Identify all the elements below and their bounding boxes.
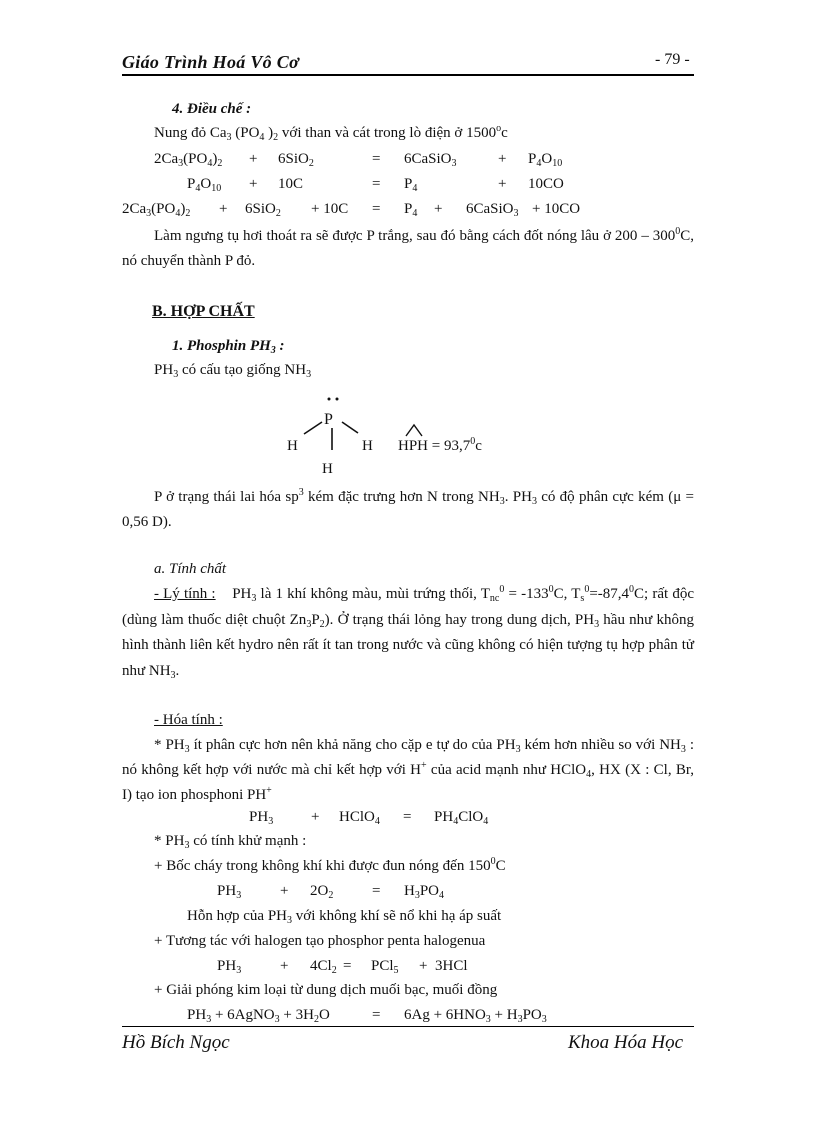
equation-4-eq: =	[403, 809, 412, 825]
physical-properties-paragraph: - Lý tính : $PH_3$ là 1 khí không màu, mùi trứng thối, $T_{nc}^0 = -133^0C$, $T_s^0=-87,4^0C$; rất độc (dùng làm thuốc diệt chuột $Zn_3P_2$). Ở trạng thái lỏng hay trong dung dịch, $PH_3$ hầu như không hình thành liên kết hydro nên rất ít tan trong nước và cũng không có hiện tượng tụ hợp phân tử như $NH_3$.	[122, 584, 695, 681]
equation-1-eq: =	[372, 151, 381, 167]
equation-7-product: $6Ag + 6HNO_3 + H_3PO_3$	[404, 1007, 547, 1025]
phosphin-heading: 1. Phosphin $PH_3$ :	[172, 338, 285, 356]
struct-atom-p: P	[324, 411, 333, 428]
equation-5-plus: +	[280, 883, 289, 899]
silver-line: + Giải phóng kim loại từ dung dịch muối bạc, muối đồng	[154, 982, 498, 998]
hybridization-paragraph: P ở trạng thái lai hóa $sp^3$ kém đặc trưng hơn N trong $NH_3$. $PH_3$ có độ phân cực kém (μ = 0,56 D).	[122, 487, 694, 530]
lone-pair-dot	[336, 398, 339, 401]
equation-3-plus: +	[219, 201, 228, 217]
equation-1-reagent: 6SiO$_2$	[278, 151, 314, 169]
page-number: - 79 -	[655, 51, 690, 68]
halogen-line: + Tương tác với halogen tạo phosphor penta halogenua	[154, 933, 486, 949]
equation-3-product: $P_4$	[404, 201, 418, 219]
equation-3-reagent: 6SiO$_2$	[245, 201, 281, 219]
equation-3-reagent2: + 10C	[311, 201, 349, 217]
properties-heading: a. Tính chất	[154, 561, 227, 577]
prep-condense-paragraph: Làm ngưng tụ hơi thoát ra sẽ được P trắng, sau đó bằng cách đốt nóng lâu ở $200 - 300^0C$, nó chuyển thành P đỏ.	[122, 226, 694, 269]
header-rule	[122, 74, 694, 76]
equation-1-product2: $P_4O_{10}$	[528, 151, 563, 169]
equation-5-eq: =	[372, 883, 381, 899]
equation-5-left: $PH_3$	[217, 883, 242, 901]
equation-2-plus2: +	[498, 176, 507, 192]
struct-atom-h-bottom: H	[322, 461, 333, 477]
chemical-properties-paragraph: * $PH_3$ ít phân cực hơn nên khả năng cho cặp e tự do của $PH_3$ kém hơn nhiều so với $NH_3$ : nó không kết hợp với nước mà chỉ kết hợp với H+ của acid mạnh như HClO$_4$, HX (X : Cl, Br, I) tạo ion phosphoni PH+	[122, 737, 695, 803]
bond-angle: HPH = $93,7^0c$	[398, 436, 482, 454]
equation-6-product2: 3HCl	[435, 958, 468, 974]
bond-left	[304, 422, 322, 434]
equation-1-product: 6CaSiO$_3$	[404, 151, 457, 169]
explode-line: Hỗn hợp của $PH_3$ với không khí sẽ nổ khi hạ áp suất	[187, 908, 502, 926]
footer-department: Khoa Hóa Học	[568, 1032, 684, 1053]
equation-3-eq: =	[372, 201, 381, 217]
reducing-heading: * $PH_3$ có tính khử mạnh :	[154, 833, 307, 851]
equation-3-plus2: +	[434, 201, 443, 217]
equation-2-reagent: 10C	[278, 176, 304, 192]
equation-6-plus: +	[280, 958, 289, 974]
equation-3-product2: 6CaSiO$_3$	[466, 201, 519, 219]
prep-intro: Nung đỏ $Ca_3$ ($PO_4$ )$_2$ với than và cát trong lò điện ở 1500$^o$c	[154, 123, 508, 143]
header-title: Giáo Trình Hoá Vô Cơ	[122, 52, 300, 72]
bond-right	[342, 422, 358, 433]
equation-1-plus2: +	[498, 151, 507, 167]
equation-6-reagent: $4Cl_2$	[310, 958, 337, 976]
equation-5-reagent: $2O_2$	[310, 883, 334, 901]
equation-3-left: $2Ca_3(PO_4)_2$	[122, 201, 191, 219]
struct-atom-h-left: H	[287, 438, 298, 454]
equation-2-eq: =	[372, 176, 381, 192]
equation-1-left: $2Ca_3(PO_4)_2$	[154, 151, 223, 169]
equation-3-product3: + 10CO	[532, 201, 581, 217]
struct-atom-h-right: H	[362, 438, 373, 454]
ph3-structure-diagram	[280, 388, 400, 483]
footer-rule	[122, 1026, 694, 1027]
burn-line: + Bốc cháy trong không khí khi được đun nóng đến $150^0C$	[154, 856, 506, 874]
equation-6-plus2: +	[419, 958, 428, 974]
prep-heading: 4. Điều chế :	[172, 101, 252, 117]
equation-2-product: $P_4$	[404, 176, 418, 194]
phosphin-structure-text: $PH_3$ có cấu tạo giống $NH_3$	[154, 362, 312, 380]
equation-2-left: $P_4O_{10}$	[187, 176, 222, 194]
equation-4-reagent: HClO$_4$	[339, 809, 380, 827]
equation-7-eq: =	[372, 1007, 381, 1023]
equation-2-plus: +	[249, 176, 258, 192]
equation-4-plus: +	[311, 809, 320, 825]
equation-7-left: $PH_3$ + 6AgNO$_3$ + $3H_2O$	[187, 1007, 330, 1025]
chemical-properties-label: - Hóa tính :	[154, 712, 223, 728]
equation-6-left: $PH_3$	[217, 958, 242, 976]
equation-2-product2: 10CO	[528, 176, 564, 192]
equation-1-plus: +	[249, 151, 258, 167]
equation-5-product: $H_3PO_4$	[404, 883, 445, 901]
section-b-heading: B. HỢP CHẤT	[152, 303, 255, 320]
lone-pair-dot	[328, 398, 331, 401]
equation-4-left: $PH_3$	[249, 809, 274, 827]
equation-4-product: $PH_4ClO_4$	[434, 809, 489, 827]
equation-6-eq: =	[343, 958, 352, 974]
footer-author: Hồ Bích Ngọc	[122, 1032, 230, 1053]
equation-6-product: PCl$_5$	[371, 958, 399, 976]
